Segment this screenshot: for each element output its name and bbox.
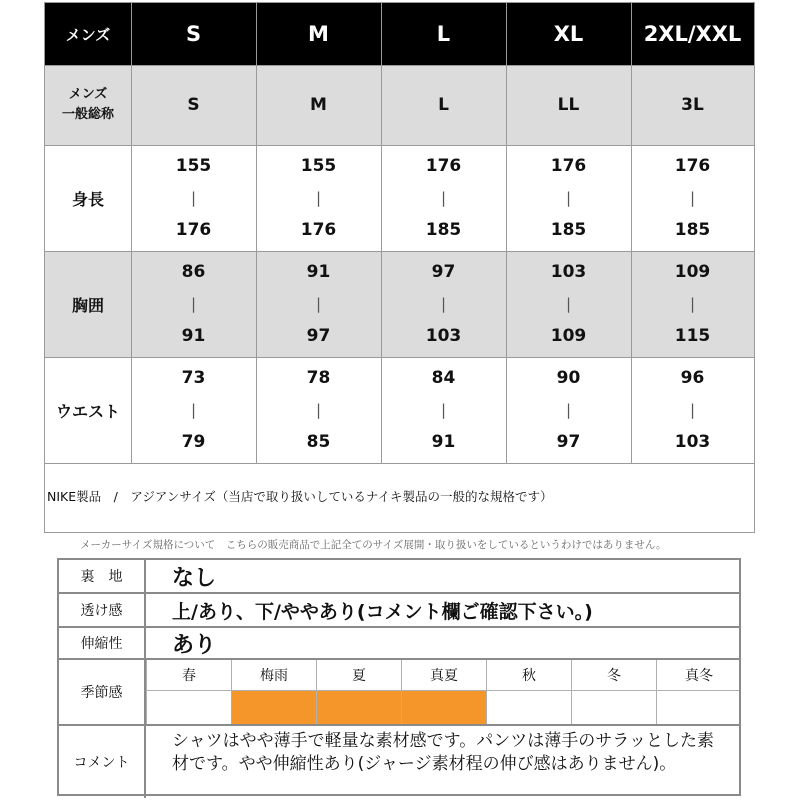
size-header-text: XL [553, 22, 584, 46]
season-divider [146, 690, 739, 691]
height-label-cell [45, 145, 131, 251]
season-name: 真冬 [656, 660, 741, 690]
chest-range-cell [256, 251, 381, 357]
range-separator: | [689, 401, 696, 419]
height-range-cell [256, 145, 381, 251]
general-size-cell [381, 65, 506, 145]
range-max: 185 [550, 220, 587, 240]
season-name: 夏 [316, 660, 401, 690]
range-max: 97 [556, 432, 581, 452]
height-range-cell [506, 145, 631, 251]
range-min: 155 [300, 156, 337, 176]
season-name: 秋 [486, 660, 571, 690]
season-indicator-active [316, 691, 401, 724]
range-max: 109 [550, 326, 587, 346]
range-min: 97 [431, 262, 456, 282]
range-separator: | [440, 295, 447, 313]
comment-label: コメント [59, 726, 146, 798]
lining-value: なし [172, 565, 217, 591]
general-label-line1: メンズ [68, 87, 108, 102]
range-max: 91 [181, 326, 206, 346]
range-separator: | [689, 295, 696, 313]
size-header-text: M [308, 22, 329, 46]
season-label: 季節感 [59, 660, 146, 724]
grid-line [45, 463, 754, 464]
size-header-2xl [631, 3, 754, 65]
range-separator: | [315, 401, 322, 419]
lining-label: 裏 地 [59, 560, 146, 592]
season-name: 冬 [571, 660, 656, 690]
stretch-label: 伸縮性 [59, 628, 146, 658]
size-table [44, 2, 755, 533]
season-name: 梅雨 [231, 660, 316, 690]
range-separator: | [440, 401, 447, 419]
waist-range-cell [506, 357, 631, 463]
size-header-s [131, 3, 256, 65]
range-min: 91 [306, 262, 331, 282]
range-min: 86 [181, 262, 206, 282]
stretch-value: あり [172, 632, 217, 658]
maker-size-note: メーカーサイズ規格について こちらの販売商品で上記全てのサイズ展開・取り扱いをしているというわけではありません。 [80, 539, 667, 551]
general-size-value: S [187, 95, 200, 115]
chest-label-cell [45, 251, 131, 357]
general-size-cell [506, 65, 631, 145]
waist-range-cell [381, 357, 506, 463]
transparency-value: 上/あり、下/ややあり(コメント欄ご確認下さい。) [172, 600, 593, 623]
range-min: 155 [175, 156, 212, 176]
range-min: 84 [431, 368, 456, 388]
range-min: 90 [556, 368, 581, 388]
chest-range-cell [381, 251, 506, 357]
grid-line [256, 3, 257, 463]
range-max: 85 [306, 432, 331, 452]
size-header-text: 2XL/XXL [643, 22, 742, 46]
size-header-l [381, 3, 506, 65]
range-separator: | [565, 189, 572, 207]
waist-label-cell [45, 357, 131, 463]
chest-range-cell [506, 251, 631, 357]
grid-line [45, 357, 754, 358]
general-size-value: LL [557, 95, 580, 115]
height-range-cell [381, 145, 506, 251]
range-max: 79 [181, 432, 206, 452]
height-range-cell [631, 145, 754, 251]
waist-range-cell [631, 357, 754, 463]
range-separator: | [190, 189, 197, 207]
chest-range-cell [131, 251, 256, 357]
range-min: 103 [550, 262, 587, 282]
general-size-value: 3L [681, 95, 704, 115]
range-max: 103 [425, 326, 462, 346]
range-max: 185 [674, 220, 711, 240]
height-range-cell [131, 145, 256, 251]
size-header-m [256, 3, 381, 65]
range-separator: | [689, 189, 696, 207]
header-label-cell [45, 3, 131, 65]
header-label: メンズ [65, 25, 111, 44]
grid-line [381, 3, 382, 463]
season-indicator [146, 691, 231, 724]
general-size-cell [131, 65, 256, 145]
general-label-line2: 一般総称 [61, 107, 114, 122]
season-indicator [571, 691, 656, 724]
range-max: 185 [425, 220, 462, 240]
range-max: 91 [431, 432, 456, 452]
waist-label: ウエスト [55, 401, 120, 421]
season-name: 真夏 [401, 660, 486, 690]
size-header-text: S [185, 22, 202, 46]
general-size-cell [631, 65, 754, 145]
transparency-label: 透け感 [59, 594, 146, 626]
general-size-value: L [438, 95, 449, 115]
grid-line [131, 3, 132, 463]
range-min: 78 [306, 368, 331, 388]
size-standard-note: NIKE製品 / アジアンサイズ（当店で取り扱いしているナイキ製品の一般的な規格です） [47, 489, 553, 504]
range-separator: | [190, 295, 197, 313]
general-size-cell [256, 65, 381, 145]
grid-line [45, 65, 754, 66]
season-grid [146, 660, 739, 724]
size-header-text: L [436, 22, 451, 46]
size-header-xl [506, 3, 631, 65]
waist-range-cell [256, 357, 381, 463]
range-separator: | [440, 189, 447, 207]
range-separator: | [190, 401, 197, 419]
range-max: 115 [674, 326, 711, 346]
season-indicator-active [231, 691, 316, 724]
range-min: 96 [680, 368, 705, 388]
season-name: 春 [146, 660, 231, 690]
grid-line [45, 145, 754, 146]
range-min: 176 [550, 156, 587, 176]
range-separator: | [315, 189, 322, 207]
comment-value: シャツはやや薄手で軽量な素材感です。パンツは薄手のサラッとした素材です。やや伸縮性あり(ジャージ素材程の伸び感はありません)。 [172, 731, 714, 774]
season-indicator [486, 691, 571, 724]
range-separator: | [315, 295, 322, 313]
chest-label: 胸囲 [71, 295, 104, 315]
grid-line [506, 3, 507, 463]
range-max: 97 [306, 326, 331, 346]
grid-line [631, 3, 632, 463]
range-min: 176 [674, 156, 711, 176]
general-size-value: M [310, 95, 327, 115]
season-indicator-active [401, 691, 486, 724]
property-table [57, 558, 741, 796]
season-indicator [656, 691, 741, 724]
height-label: 身長 [71, 189, 104, 209]
range-separator: | [565, 401, 572, 419]
range-min: 73 [181, 368, 206, 388]
chest-range-cell [631, 251, 754, 357]
range-min: 176 [425, 156, 462, 176]
waist-range-cell [131, 357, 256, 463]
range-max: 103 [674, 432, 711, 452]
grid-line [45, 251, 754, 252]
range-max: 176 [175, 220, 212, 240]
range-min: 109 [674, 262, 711, 282]
general-label-cell [45, 65, 131, 145]
range-max: 176 [300, 220, 337, 240]
range-separator: | [565, 295, 572, 313]
